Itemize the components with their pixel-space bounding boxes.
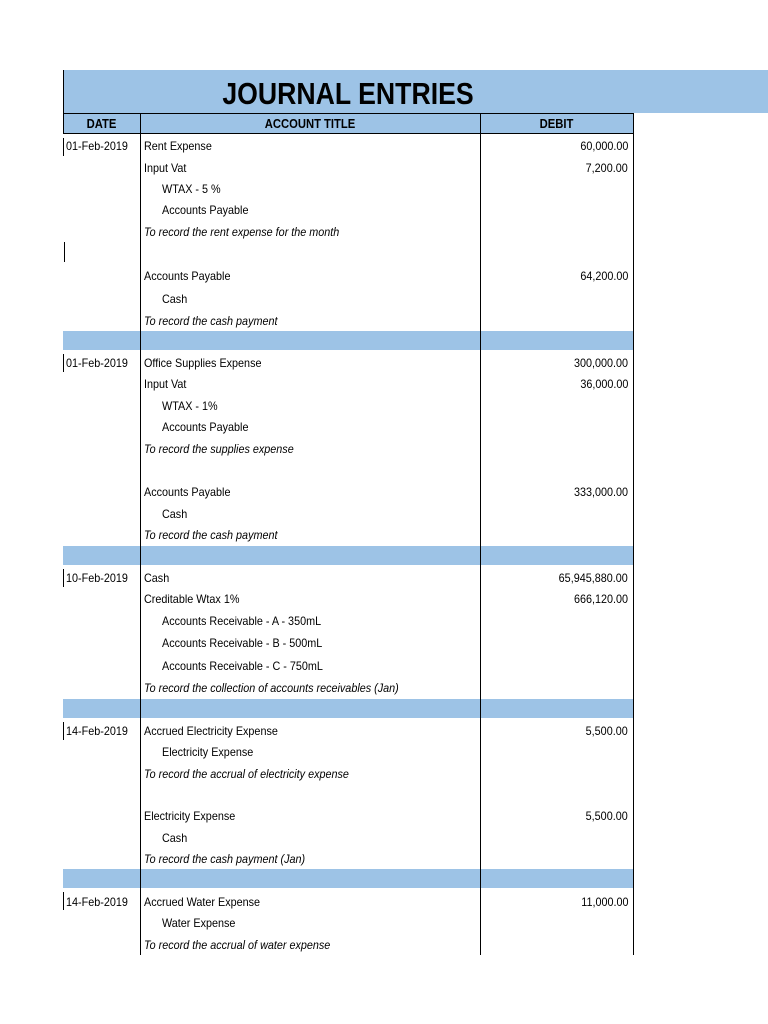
debit-amount: 7,200.00 — [585, 161, 628, 175]
debit-amount: 36,000.00 — [579, 377, 628, 391]
section-separator — [63, 546, 633, 565]
account-title: Cash — [144, 571, 170, 585]
debit-amount: 5,500.00 — [585, 724, 628, 738]
entry-memo: To record the cash payment — [144, 528, 278, 542]
account-title: Accounts Payable — [144, 485, 231, 499]
row-marker — [63, 354, 64, 372]
entry-memo: To record the accrual of electricity expense — [144, 767, 349, 781]
entry-memo: To record the accrual of water expense — [144, 938, 331, 952]
debit-amount: 60,000.00 — [579, 139, 628, 153]
section-separator — [63, 699, 633, 718]
header-date: DATE — [86, 117, 117, 131]
entry-date: 14-Feb-2019 — [66, 724, 128, 738]
account-title: WTAX - 5 % — [162, 182, 221, 196]
entry-date: 10-Feb-2019 — [66, 571, 128, 585]
page-title: JOURNAL ENTRIES — [222, 76, 474, 111]
account-title: Accounts Receivable - B - 500mL — [162, 636, 323, 650]
debit-amount: 64,200.00 — [579, 269, 628, 283]
grid-line-debit — [633, 113, 634, 955]
account-title: Cash — [162, 507, 188, 521]
row-marker — [63, 138, 64, 156]
grid-line-left — [63, 70, 64, 134]
debit-amount: 300,000.00 — [573, 356, 628, 370]
account-title: WTAX - 1% — [162, 399, 218, 413]
account-title: Accrued Electricity Expense — [144, 724, 278, 738]
row-marker — [63, 892, 64, 910]
row-marker — [63, 722, 64, 740]
section-separator — [63, 331, 633, 350]
account-title: Input Vat — [144, 161, 187, 175]
account-title: Creditable Wtax 1% — [144, 592, 240, 606]
account-title: Accounts Receivable - A - 350mL — [162, 614, 322, 628]
account-title: Accounts Receivable - C - 750mL — [162, 659, 323, 673]
section-separator — [63, 869, 633, 888]
text-cursor — [64, 242, 65, 262]
account-title: Input Vat — [144, 377, 187, 391]
account-title: Electricity Expense — [162, 745, 254, 759]
header-debit: DEBIT — [539, 117, 574, 131]
account-title: Rent Expense — [144, 139, 212, 153]
entry-memo: To record the cash payment (Jan) — [144, 852, 306, 866]
debit-amount: 5,500.00 — [585, 809, 628, 823]
account-title: Accounts Payable — [162, 203, 249, 217]
entry-memo: To record the cash payment — [144, 314, 278, 328]
debit-amount: 65,945,880.00 — [558, 571, 628, 585]
debit-amount: 11,000.00 — [580, 895, 628, 909]
account-title: Water Expense — [162, 916, 236, 930]
account-title: Cash — [162, 292, 188, 306]
account-title: Office Supplies Expense — [144, 356, 262, 370]
header-account-title: ACCOUNT TITLE — [264, 117, 356, 131]
grid-line-date — [140, 113, 141, 955]
account-title: Accrued Water Expense — [144, 895, 261, 909]
debit-amount: 666,120.00 — [573, 592, 628, 606]
entry-memo: To record the collection of accounts receivables (Jan) — [144, 681, 399, 695]
row-marker — [63, 569, 64, 587]
entry-date: 14-Feb-2019 — [66, 895, 128, 909]
entry-date: 01-Feb-2019 — [66, 139, 128, 153]
entry-memo: To record the rent expense for the month — [144, 225, 340, 239]
entry-date: 01-Feb-2019 — [66, 356, 128, 370]
account-title: Accounts Payable — [162, 420, 249, 434]
account-title: Electricity Expense — [144, 809, 236, 823]
account-title: Cash — [162, 831, 188, 845]
account-title: Accounts Payable — [144, 269, 231, 283]
entry-memo: To record the supplies expense — [144, 442, 294, 456]
grid-line-account — [480, 113, 481, 955]
debit-amount: 333,000.00 — [573, 485, 628, 499]
